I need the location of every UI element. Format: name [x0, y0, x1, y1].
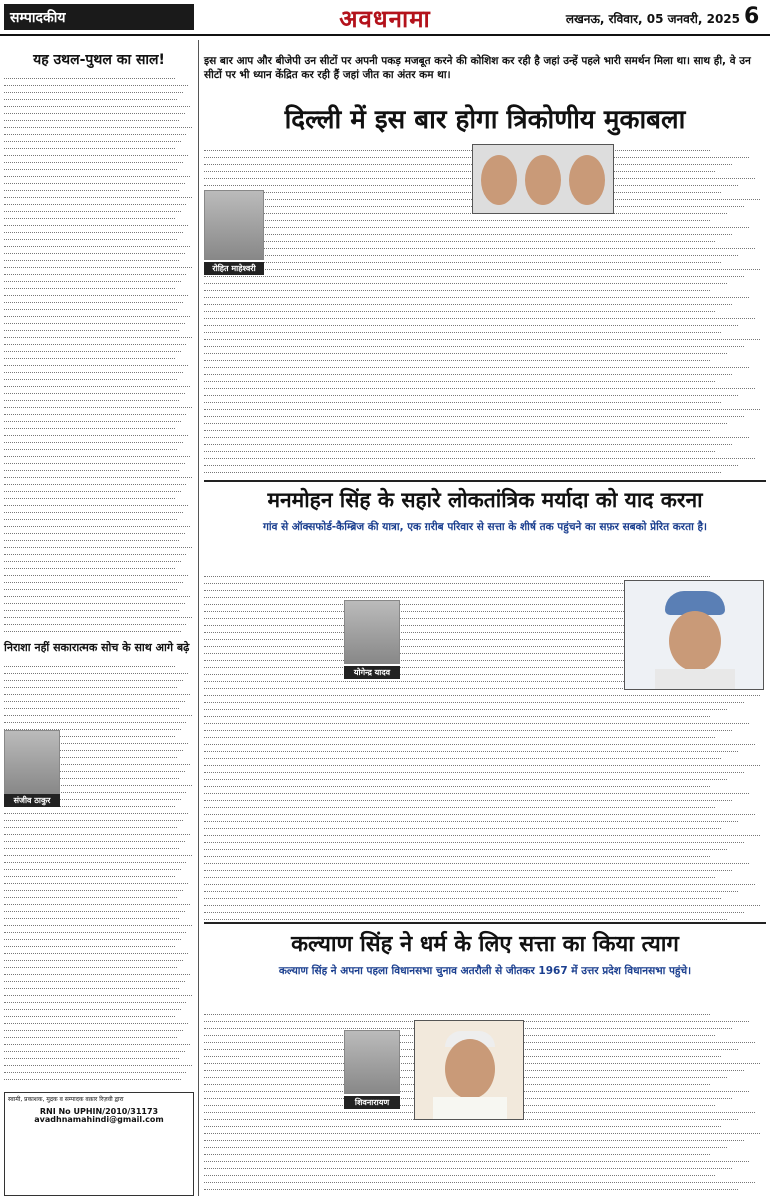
imprint-box — [4, 1092, 194, 1196]
text-line — [4, 527, 185, 534]
text-line — [204, 445, 715, 452]
text-line — [4, 1038, 190, 1045]
imprint-text: स्वामी, प्रकाशक, मुद्रक व सम्पादक वक़ार रिज़वी द्वारा — [8, 1096, 124, 1103]
story3-author-photo — [344, 1030, 400, 1094]
text-line — [4, 471, 192, 478]
story2-headline: मनमोहन सिंह के सहारे लोकतांत्रिक मर्यादा को याद करना — [267, 487, 703, 512]
text-line — [204, 829, 760, 836]
text-line — [4, 870, 175, 877]
text-line — [204, 235, 715, 242]
story1-deck: इस बार आप और बीजेपी उन सीटों पर अपनी पकड़ मजबूत करने की कोशिश कर रही है जहां उन्हें पहले भारी समर्थन मिला था। साथ ही, वे उन सीटों पर भी ध्यान केंद्रित कर रही हैं जहां जीत का अंतर कम था। — [204, 55, 751, 81]
text-line — [4, 821, 177, 828]
text-line — [4, 597, 185, 604]
text-line — [4, 842, 179, 849]
text-line — [4, 366, 183, 373]
text-line — [4, 996, 186, 1003]
text-line — [204, 1176, 755, 1183]
text-line — [4, 534, 179, 541]
text-line — [204, 396, 721, 403]
text-line — [4, 184, 179, 191]
text-line — [204, 144, 710, 151]
editorial-body — [4, 72, 194, 632]
text-line — [4, 1031, 177, 1038]
text-line — [4, 576, 183, 583]
text-line — [204, 885, 738, 892]
text-line — [204, 368, 732, 375]
opinion-body — [4, 660, 194, 1085]
text-line — [204, 340, 744, 347]
text-line — [4, 499, 188, 506]
text-line — [204, 263, 760, 270]
text-line — [204, 347, 727, 354]
author-photo — [4, 730, 60, 794]
story2-author-photo — [344, 600, 400, 664]
page-number: 6 — [744, 4, 760, 29]
text-line — [4, 919, 192, 926]
text-line — [4, 170, 190, 177]
rni-number: RNI No UPHIN/2010/31173 — [39, 1107, 159, 1116]
text-line — [204, 1120, 721, 1127]
text-line — [4, 289, 188, 296]
text-line — [4, 583, 177, 590]
text-line — [4, 1003, 181, 1010]
text-line — [204, 165, 715, 172]
text-line — [4, 163, 177, 170]
text-line — [204, 1008, 710, 1015]
text-line — [204, 794, 732, 801]
text-line — [4, 660, 175, 667]
text-line — [4, 940, 175, 947]
text-line — [204, 808, 755, 815]
text-line — [4, 702, 179, 709]
newspaper-masthead: अवधनामा — [339, 4, 431, 33]
text-line — [4, 401, 192, 408]
text-line — [4, 149, 188, 156]
text-line — [204, 899, 760, 906]
text-line — [4, 1010, 175, 1017]
text-line — [204, 878, 755, 885]
text-line — [204, 1134, 744, 1141]
text-line — [4, 373, 177, 380]
text-line — [4, 429, 188, 436]
text-line — [4, 107, 185, 114]
text-line — [4, 947, 188, 954]
text-line — [4, 86, 183, 93]
text-line — [4, 226, 183, 233]
text-line — [204, 1155, 749, 1162]
text-line — [204, 298, 732, 305]
text-line — [204, 696, 744, 703]
text-line — [4, 415, 181, 422]
text-line — [4, 569, 188, 576]
text-line — [4, 989, 192, 996]
text-line — [204, 1183, 738, 1190]
text-line — [4, 877, 188, 884]
text-line — [4, 72, 175, 79]
text-line — [204, 158, 732, 165]
manmohan-singh-photo — [624, 580, 764, 690]
text-line — [204, 864, 732, 871]
text-line — [204, 438, 732, 445]
text-line — [4, 135, 181, 142]
text-line — [204, 410, 744, 417]
text-line — [204, 857, 749, 864]
text-line — [4, 240, 190, 247]
text-line — [204, 256, 721, 263]
text-line — [4, 457, 185, 464]
text-line — [4, 513, 177, 520]
text-line — [4, 891, 177, 898]
text-line — [204, 752, 721, 759]
text-line — [4, 814, 183, 821]
text-line — [4, 443, 177, 450]
text-line — [4, 1073, 181, 1080]
text-line — [4, 436, 183, 443]
politicians-photo — [472, 144, 614, 214]
text-line — [4, 212, 175, 219]
contact-email[interactable]: avadhnamahindi@gmail.com — [34, 1115, 164, 1124]
text-line — [4, 317, 185, 324]
text-line — [204, 291, 749, 298]
text-line — [4, 590, 190, 597]
text-line — [204, 787, 749, 794]
text-line — [4, 562, 175, 569]
text-line — [4, 611, 192, 618]
text-line — [4, 898, 190, 905]
text-line — [204, 424, 710, 431]
text-line — [4, 1024, 183, 1031]
text-line — [4, 723, 181, 730]
text-line — [4, 100, 190, 107]
text-line — [4, 604, 179, 611]
text-line — [4, 555, 181, 562]
text-line — [4, 254, 179, 261]
text-line — [4, 849, 192, 856]
text-line — [204, 333, 760, 340]
text-line — [4, 625, 181, 632]
text-line — [204, 850, 710, 857]
text-line — [204, 815, 738, 822]
text-line — [4, 247, 185, 254]
text-line — [4, 93, 177, 100]
text-line — [4, 828, 190, 835]
story1-headline: दिल्ली में इस बार होगा त्रिकोणीय मुकाबला — [284, 105, 686, 135]
text-line — [4, 667, 188, 674]
text-line — [204, 403, 760, 410]
text-line — [4, 954, 183, 961]
text-line — [204, 459, 738, 466]
text-line — [4, 1059, 192, 1066]
text-line — [4, 926, 186, 933]
story3-deck: कल्याण सिंह ने अपना पहला विधानसभा चुनाव अतरौली से जीतकर 1967 में उत्तर प्रदेश विधानसभा पहुंचे। — [278, 965, 692, 977]
story2-author: योगेन्द्र यादव — [344, 666, 400, 679]
text-line — [204, 249, 738, 256]
text-line — [4, 198, 186, 205]
text-line — [204, 1169, 715, 1176]
text-line — [204, 710, 710, 717]
text-line — [4, 912, 179, 919]
text-line — [204, 389, 738, 396]
text-line — [4, 506, 183, 513]
text-line — [204, 305, 715, 312]
text-line — [204, 207, 727, 214]
text-line — [204, 1148, 710, 1155]
page-header — [0, 0, 770, 36]
text-line — [4, 485, 181, 492]
main-content — [204, 40, 766, 1196]
text-line — [4, 352, 175, 359]
text-line — [4, 331, 192, 338]
text-line — [4, 310, 190, 317]
text-line — [4, 177, 185, 184]
text-line — [204, 221, 749, 228]
text-line — [204, 214, 710, 221]
dateline: लखनऊ, रविवार, 05 जनवरी, 2025 — [565, 12, 740, 26]
text-line — [204, 179, 738, 186]
text-line — [204, 801, 715, 808]
text-line — [4, 856, 186, 863]
text-line — [4, 520, 190, 527]
text-line — [4, 380, 190, 387]
text-line — [4, 219, 188, 226]
text-line — [4, 387, 185, 394]
text-line — [204, 431, 749, 438]
text-line — [4, 338, 186, 345]
text-line — [4, 233, 177, 240]
text-line — [204, 382, 755, 389]
text-line — [4, 835, 185, 842]
text-line — [4, 961, 177, 968]
text-line — [4, 1017, 188, 1024]
text-line — [204, 773, 727, 780]
text-line — [4, 968, 190, 975]
text-line — [4, 492, 175, 499]
kalyan-singh-photo — [414, 1020, 524, 1120]
text-line — [204, 417, 727, 424]
text-line — [4, 275, 181, 282]
text-line — [204, 724, 732, 731]
text-line — [204, 354, 710, 361]
text-line — [204, 284, 710, 291]
text-line — [204, 822, 721, 829]
text-line — [204, 717, 749, 724]
text-line — [204, 871, 715, 878]
text-line — [204, 186, 721, 193]
text-line — [4, 303, 177, 310]
text-line — [4, 282, 175, 289]
text-line — [204, 326, 721, 333]
text-line — [4, 975, 185, 982]
text-line — [4, 114, 179, 121]
text-line — [4, 695, 185, 702]
text-line — [4, 807, 188, 814]
text-line — [204, 1127, 760, 1134]
story2-deck: गांव से ऑक्सफोर्ड-कैम्ब्रिज की यात्रा, एक ग़रीब परिवार से सत्ता के शीर्ष तक पहुंचने का सफ़र सबको प्रेरित करता है। — [263, 521, 707, 533]
text-line — [4, 905, 185, 912]
text-line — [4, 1045, 185, 1052]
text-line — [204, 745, 738, 752]
text-line — [204, 277, 727, 284]
text-line — [4, 681, 177, 688]
story3-author: शिवनारायण — [344, 1096, 400, 1109]
text-line — [4, 618, 186, 625]
opinion-title: निराशा नहीं सकारात्मक सोच के साथ आगे बढ़े — [4, 641, 190, 654]
text-line — [204, 836, 744, 843]
text-line — [4, 296, 183, 303]
text-line — [4, 394, 179, 401]
story1-author: रोहित माहेश्वरी — [204, 262, 264, 275]
text-line — [4, 191, 192, 198]
text-line — [4, 261, 192, 268]
story3-headline: कल्याण सिंह ने धर्म के लिए सत्ता का किया त्याग — [291, 931, 679, 957]
text-line — [4, 1066, 186, 1073]
text-line — [204, 319, 738, 326]
text-line — [204, 270, 744, 277]
author-name: संजीव ठाकुर — [4, 794, 60, 807]
text-line — [4, 716, 186, 723]
text-line — [204, 375, 715, 382]
text-line — [204, 466, 721, 473]
column-divider — [198, 40, 199, 1196]
text-line — [204, 1141, 727, 1148]
text-line — [204, 228, 732, 235]
text-line — [204, 312, 755, 319]
text-line — [4, 324, 179, 331]
text-line — [204, 738, 755, 745]
text-line — [4, 345, 181, 352]
text-line — [4, 422, 175, 429]
text-line — [4, 933, 181, 940]
text-line — [4, 478, 186, 485]
text-line — [4, 128, 186, 135]
text-line — [4, 464, 179, 471]
text-line — [204, 759, 760, 766]
text-line — [4, 359, 188, 366]
text-line — [4, 548, 186, 555]
story1-author-photo — [204, 190, 264, 260]
text-line — [204, 703, 727, 710]
text-line — [4, 268, 186, 275]
text-line — [4, 674, 183, 681]
text-line — [204, 452, 755, 459]
text-line — [204, 731, 715, 738]
text-line — [4, 982, 179, 989]
text-line — [4, 541, 192, 548]
text-line — [204, 689, 760, 696]
text-line — [4, 205, 181, 212]
story-separator — [204, 922, 766, 924]
text-line — [4, 408, 186, 415]
text-line — [4, 156, 183, 163]
section-label: सम्पादकीय — [4, 4, 194, 30]
text-line — [4, 1052, 179, 1059]
text-line — [4, 863, 181, 870]
text-line — [204, 906, 744, 913]
text-line — [204, 766, 744, 773]
text-line — [4, 142, 175, 149]
text-line — [4, 121, 192, 128]
text-line — [204, 913, 727, 920]
text-line — [204, 780, 710, 787]
text-line — [4, 688, 190, 695]
text-line — [204, 843, 727, 850]
text-line — [4, 709, 192, 716]
left-column — [4, 40, 196, 1196]
text-line — [204, 892, 721, 899]
story-separator — [204, 480, 766, 482]
text-line — [204, 1162, 732, 1169]
text-line — [204, 570, 710, 577]
text-line — [204, 242, 755, 249]
text-line — [4, 79, 188, 86]
editorial-title: यह उथल-पुथल का साल! — [33, 52, 165, 68]
text-line — [4, 884, 183, 891]
text-line — [204, 361, 749, 368]
text-line — [4, 450, 190, 457]
